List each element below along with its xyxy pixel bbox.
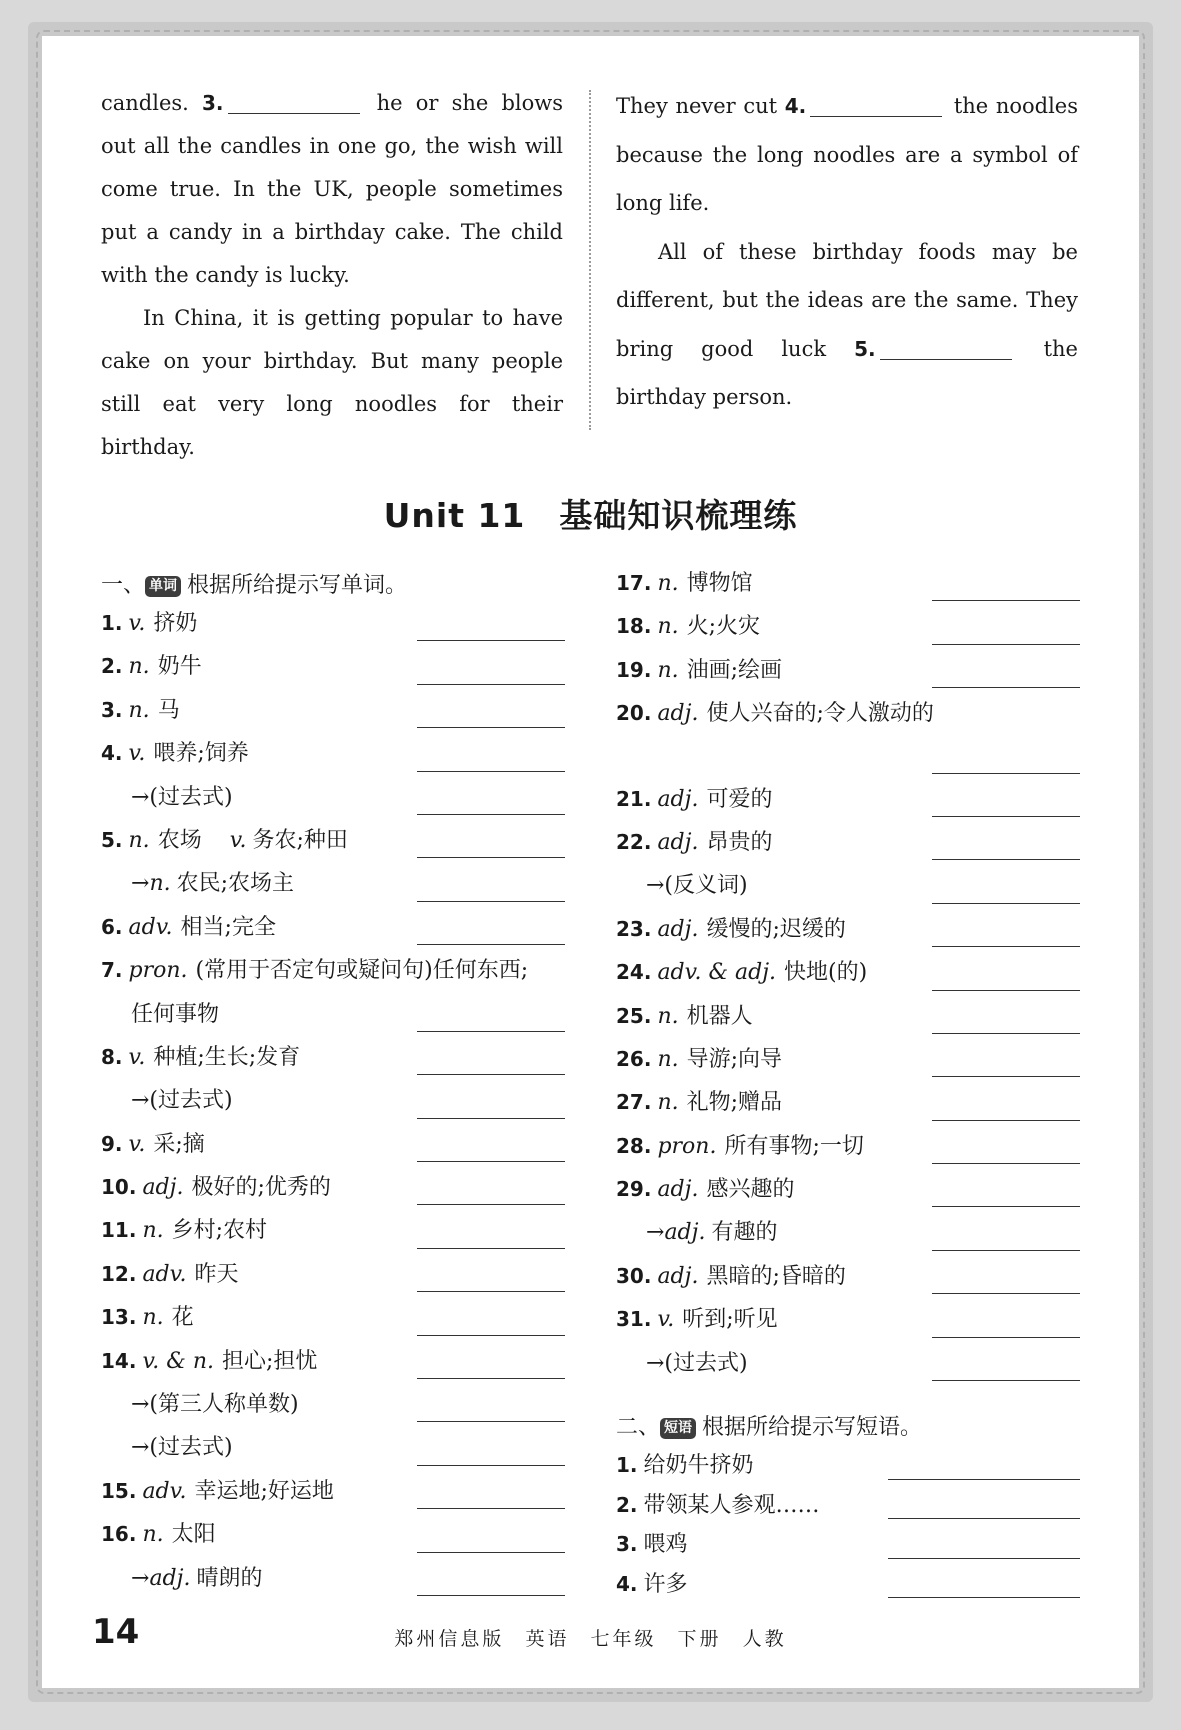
item-number: 19. <box>616 657 652 682</box>
item-text: 喂养;饲养 <box>153 741 249 767</box>
list-item-continued <box>101 997 565 1040</box>
passage-left-column <box>101 82 563 469</box>
list-item <box>616 1567 1080 1607</box>
section-1-heading <box>101 568 407 599</box>
item-number: 2. <box>101 654 123 679</box>
passage-text: the birthday person. <box>616 336 1078 409</box>
part-of-speech: adj. <box>657 786 699 812</box>
item-text: 缓慢的;迟缓的 <box>706 916 846 942</box>
item-text: 有趣的 <box>711 1220 778 1246</box>
item-number: 3. <box>101 697 123 722</box>
section-prefix: 二、 <box>616 1415 661 1440</box>
answer-line[interactable] <box>417 1335 565 1336</box>
item-text: 感兴趣的 <box>706 1177 795 1203</box>
list-item <box>616 912 1080 955</box>
item-number: 25. <box>616 1003 652 1028</box>
answer-line[interactable] <box>417 684 565 685</box>
item-text: → <box>131 871 150 897</box>
list-item-derived <box>101 1387 565 1430</box>
answer-line[interactable] <box>417 814 565 815</box>
passage-paragraph <box>101 82 563 297</box>
item-text: 农民;农场主 <box>176 871 295 897</box>
item-number: 10. <box>101 1175 137 1200</box>
item-number: 26. <box>616 1046 652 1071</box>
answer-blank-5[interactable] <box>880 338 1012 360</box>
column-divider <box>589 90 591 430</box>
answer-line[interactable] <box>417 1291 565 1292</box>
list-item <box>616 1129 1080 1172</box>
item-number: 9. <box>101 1131 123 1156</box>
item-number: 2. <box>616 1492 638 1517</box>
list-item-derived <box>616 1346 1080 1389</box>
part-of-speech: adj. <box>142 1175 184 1201</box>
section-tag: 短语 <box>660 1418 696 1439</box>
section-tag: 单词 <box>145 576 181 597</box>
part-of-speech: n. <box>142 1218 164 1244</box>
unit-title: Unit 11 基础知识梳理练 <box>383 496 798 535</box>
list-item <box>616 999 1080 1042</box>
item-text: 导游;向导 <box>686 1046 783 1072</box>
item-text: 任何事物 <box>131 1001 220 1027</box>
item-number: 20. <box>616 701 652 726</box>
answer-line[interactable] <box>932 859 1080 860</box>
answer-line[interactable] <box>888 1479 1080 1480</box>
answer-line[interactable] <box>417 1378 565 1379</box>
item-number: 6. <box>101 914 123 939</box>
item-text: →(过去式) <box>646 1350 748 1376</box>
item-text: 昂贵的 <box>706 829 773 855</box>
part-of-speech: v. <box>128 1044 146 1070</box>
item-text: →(第三人称单数) <box>131 1392 299 1418</box>
list-item <box>616 609 1080 652</box>
list-item <box>616 653 1080 696</box>
passage-text: They never cut <box>616 94 785 118</box>
answer-line[interactable] <box>417 1118 565 1119</box>
item-number: 11. <box>101 1218 137 1243</box>
list-item <box>101 953 565 996</box>
part-of-speech: adj. <box>657 1177 699 1203</box>
answer-line[interactable] <box>417 640 565 641</box>
list-item <box>101 1170 565 1213</box>
item-text: 所有事物;一切 <box>724 1133 864 1159</box>
item-number: 8. <box>101 1044 123 1069</box>
part-of-speech: n. <box>149 871 171 897</box>
item-text: 太阳 <box>171 1522 216 1548</box>
item-text: 快地(的) <box>784 960 868 986</box>
answer-line[interactable] <box>932 1250 1080 1251</box>
part-of-speech: pron. <box>657 1133 717 1159</box>
item-text: 极好的;优秀的 <box>191 1175 331 1201</box>
list-item-derived <box>616 1215 1080 1258</box>
answer-line[interactable] <box>417 1248 565 1249</box>
item-number: 12. <box>101 1261 137 1286</box>
answer-line[interactable] <box>932 644 1080 645</box>
answer-line[interactable] <box>932 1293 1080 1294</box>
item-text: 采;摘 <box>153 1131 205 1157</box>
answer-blank-4[interactable] <box>810 95 942 117</box>
item-text: 可爱的 <box>706 786 773 812</box>
passage-paragraph <box>616 228 1078 422</box>
part-of-speech: pron. <box>128 958 188 984</box>
part-of-speech: v. & n. <box>142 1348 214 1374</box>
list-item-derived <box>101 1430 565 1473</box>
item-number: 21. <box>616 786 652 811</box>
item-text: 油画;绘画 <box>686 657 783 683</box>
passage-text: In China, it is getting popular to have cake on your birthday. But many people still eat very long noodles for their birthday. <box>101 306 563 459</box>
item-number: 16. <box>101 1522 137 1547</box>
list-item <box>616 1488 1080 1528</box>
answer-line[interactable] <box>932 773 1080 774</box>
blank-number: 5. <box>854 336 876 361</box>
item-number: 27. <box>616 1090 652 1115</box>
word-list-left <box>101 606 565 1604</box>
answer-line[interactable] <box>932 600 1080 601</box>
part-of-speech: n. <box>128 827 150 853</box>
section-prefix: 一、 <box>101 573 146 598</box>
list-item <box>616 1527 1080 1567</box>
part-of-speech: n. <box>657 1090 679 1116</box>
answer-line[interactable] <box>932 1076 1080 1077</box>
item-text: 马 <box>157 697 180 723</box>
part-of-speech: v. <box>229 827 247 853</box>
passage-text: he or she blows out all the candles in one go, the wish will come true. In the UK, people sometimes put a candy in a birthday cake. The child with the candy is lucky. <box>101 91 563 287</box>
answer-line[interactable] <box>417 771 565 772</box>
list-item-derived <box>101 1083 565 1126</box>
footer-text: 郑州信息版 英语 七年级 下册 人教 <box>394 1628 787 1650</box>
phrase-list <box>616 1448 1080 1606</box>
passage-paragraph <box>616 82 1078 228</box>
list-item <box>616 696 1080 739</box>
answer-line[interactable] <box>417 901 565 902</box>
part-of-speech: adj. <box>657 916 699 942</box>
part-of-speech: n. <box>142 1305 164 1331</box>
item-number: 29. <box>616 1177 652 1202</box>
item-text: 听到;听见 <box>682 1307 778 1333</box>
list-item-derived <box>101 866 565 909</box>
list-item <box>616 1259 1080 1302</box>
list-item <box>616 782 1080 825</box>
item-text: 博物馆 <box>686 571 753 596</box>
answer-line[interactable] <box>417 1074 565 1075</box>
list-item <box>101 1517 565 1560</box>
item-number: 14. <box>101 1348 137 1373</box>
answer-line[interactable] <box>417 1031 565 1032</box>
passage-text: candles. <box>101 91 202 115</box>
answer-line[interactable] <box>417 1161 565 1162</box>
item-text: 晴朗的 <box>196 1565 263 1591</box>
part-of-speech: v. <box>128 1131 146 1157</box>
answer-line[interactable] <box>417 944 565 945</box>
answer-line[interactable] <box>888 1597 1080 1598</box>
list-item <box>101 1474 565 1517</box>
part-of-speech: n. <box>128 697 150 723</box>
list-item-derived <box>101 1561 565 1604</box>
answer-line[interactable] <box>932 903 1080 904</box>
item-text: →(反义词) <box>646 873 748 899</box>
item-text: 奶牛 <box>157 654 202 680</box>
item-text: 挤奶 <box>153 611 198 636</box>
list-item <box>101 910 565 953</box>
passage-text: the noodles because the long noodles are a symbol of long life. <box>616 94 1079 215</box>
part-of-speech: adj. <box>657 701 699 727</box>
part-of-speech: n. <box>657 571 679 596</box>
part-of-speech: n. <box>657 1046 679 1072</box>
answer-line[interactable] <box>932 946 1080 947</box>
list-item <box>101 693 565 736</box>
blank-number: 3. <box>202 91 224 115</box>
answer-line[interactable] <box>932 687 1080 688</box>
answer-line[interactable] <box>417 1508 565 1509</box>
item-text: 带领某人参观…… <box>643 1492 820 1518</box>
answer-line[interactable] <box>417 1421 565 1422</box>
item-number: 13. <box>101 1305 137 1330</box>
list-item <box>616 1448 1080 1488</box>
part-of-speech: n. <box>657 657 679 683</box>
blank-number: 4. <box>784 94 807 118</box>
word-list-right <box>616 566 1080 1389</box>
item-text: 礼物;赠品 <box>686 1090 783 1116</box>
answer-line[interactable] <box>417 1595 565 1596</box>
list-item <box>616 1172 1080 1215</box>
list-item <box>101 1344 565 1387</box>
item-number: 3. <box>616 1532 638 1556</box>
answer-line[interactable] <box>932 1033 1080 1034</box>
page-number: 14 <box>92 1612 140 1652</box>
item-text: 担心;担忧 <box>221 1348 318 1374</box>
item-number: 28. <box>616 1133 652 1158</box>
item-number: 17. <box>616 571 652 595</box>
item-text: 务农;种田 <box>252 827 348 853</box>
item-text: 喂鸡 <box>643 1532 688 1557</box>
item-text: 相当;完全 <box>180 914 276 940</box>
list-item <box>101 649 565 692</box>
item-number: 18. <box>616 614 652 639</box>
list-item <box>101 1213 565 1256</box>
item-text: →(过去式) <box>131 1435 233 1461</box>
passage-right-column <box>616 82 1078 422</box>
item-text: 使人兴奋的;令人激动的 <box>706 701 934 727</box>
list-item <box>101 1127 565 1170</box>
list-item <box>616 1085 1080 1128</box>
part-of-speech: adv. & adj. <box>657 960 777 986</box>
item-text: 幸运地;好运地 <box>194 1478 334 1504</box>
answer-line[interactable] <box>417 1552 565 1553</box>
item-number: 1. <box>616 1453 638 1477</box>
list-item <box>101 1257 565 1300</box>
part-of-speech: n. <box>142 1522 164 1548</box>
part-of-speech: n. <box>657 614 679 640</box>
answer-line[interactable] <box>417 727 565 728</box>
part-of-speech: adj. <box>664 1220 706 1246</box>
item-text: → <box>131 1565 150 1591</box>
part-of-speech: n. <box>128 654 150 680</box>
item-text: 乡村;农村 <box>171 1218 268 1244</box>
item-number: 1. <box>101 611 123 635</box>
item-text: →(过去式) <box>131 1088 233 1114</box>
list-item <box>101 736 565 779</box>
answer-line[interactable] <box>417 1204 565 1205</box>
list-item <box>101 606 565 649</box>
item-text: 种植;生长;发育 <box>153 1044 301 1070</box>
item-number: 15. <box>101 1478 137 1503</box>
part-of-speech: adj. <box>149 1565 191 1591</box>
list-item <box>616 566 1080 609</box>
answer-line[interactable] <box>888 1518 1080 1519</box>
section-2-heading <box>616 1410 922 1441</box>
answer-line[interactable] <box>932 816 1080 817</box>
part-of-speech: v. <box>128 741 146 767</box>
list-item <box>616 955 1080 998</box>
part-of-speech: n. <box>657 1003 679 1029</box>
answer-line[interactable] <box>932 1206 1080 1207</box>
part-of-speech: v. <box>657 1307 675 1333</box>
list-item-derived <box>101 780 565 823</box>
item-number: 4. <box>101 741 123 766</box>
item-text: 农场 <box>157 827 202 853</box>
item-number: 23. <box>616 916 652 941</box>
item-number: 22. <box>616 829 652 854</box>
answer-line[interactable] <box>417 1465 565 1466</box>
part-of-speech: adv. <box>142 1261 187 1287</box>
part-of-speech: adj. <box>657 829 699 855</box>
answer-line[interactable] <box>932 1380 1080 1381</box>
answer-line[interactable] <box>932 990 1080 991</box>
answer-line[interactable] <box>932 1120 1080 1121</box>
item-number: 31. <box>616 1307 652 1332</box>
item-number: 5. <box>101 827 123 852</box>
item-number: 30. <box>616 1263 652 1288</box>
item-text: 给奶牛挤奶 <box>643 1453 754 1478</box>
list-item <box>616 740 1080 782</box>
part-of-speech: v. <box>128 611 146 636</box>
item-number: 7. <box>101 958 123 983</box>
item-number: 4. <box>616 1571 638 1596</box>
list-item <box>616 1042 1080 1085</box>
answer-line[interactable] <box>417 857 565 858</box>
list-item <box>101 1040 565 1083</box>
answer-line[interactable] <box>932 1337 1080 1338</box>
answer-line[interactable] <box>932 1163 1080 1164</box>
item-text: →(过去式) <box>131 784 233 810</box>
list-item <box>616 825 1080 868</box>
item-text: 许多 <box>643 1571 688 1597</box>
item-text: 黑暗的;昏暗的 <box>706 1263 846 1289</box>
section-instruction: 根据所给提示写单词。 <box>187 573 408 598</box>
passage-text: All of these birthday foods may be different, but the ideas are the same. They bring good luck <box>616 239 1078 361</box>
list-item-derived <box>616 868 1080 911</box>
item-text: 机器人 <box>686 1003 753 1029</box>
list-item <box>616 1302 1080 1345</box>
part-of-speech: adv. <box>128 914 173 940</box>
item-text: 花 <box>171 1305 194 1331</box>
answer-line[interactable] <box>888 1558 1080 1559</box>
item-text: → <box>646 1220 665 1246</box>
part-of-speech: adj. <box>657 1263 699 1289</box>
passage-paragraph <box>101 297 563 469</box>
item-text: 昨天 <box>194 1261 239 1287</box>
part-of-speech: adv. <box>142 1478 187 1504</box>
list-item <box>101 1300 565 1343</box>
item-number: 24. <box>616 960 652 985</box>
list-item <box>101 823 565 866</box>
section-instruction: 根据所给提示写短语。 <box>702 1415 923 1440</box>
item-text: 火;火灾 <box>686 614 761 640</box>
answer-blank-3[interactable] <box>228 92 360 114</box>
item-text: (常用于否定句或疑问句)任何东西; <box>195 958 529 984</box>
